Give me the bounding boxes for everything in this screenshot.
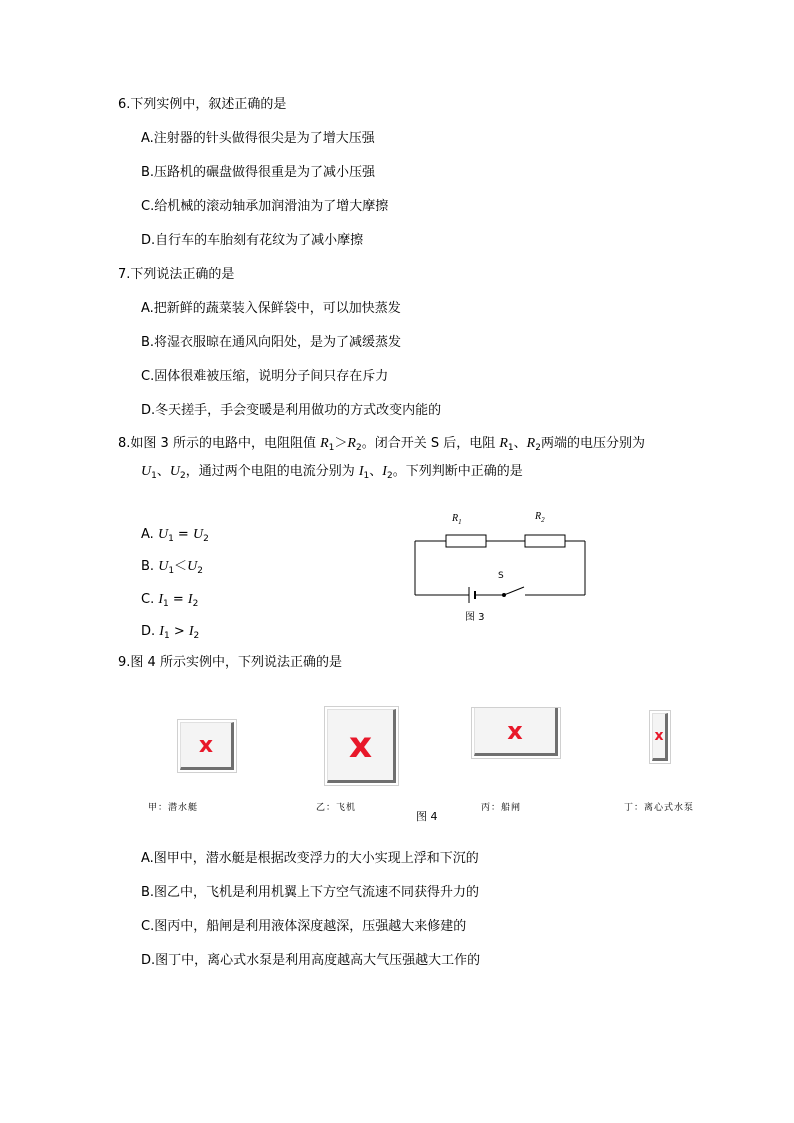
q9-option-a: A.图甲中，潜水艇是根据改变浮力的大小实现上浮和下沉的 bbox=[141, 851, 479, 866]
label-switch: S bbox=[498, 571, 504, 581]
resistor-r1 bbox=[446, 535, 486, 547]
q8-option-b: B. $U_1<U_2$ bbox=[141, 559, 203, 576]
label-r2: $R_2$ bbox=[535, 511, 545, 524]
q6-option-c: C.给机械的滚动轴承加润滑油为了增大摩擦 bbox=[141, 199, 389, 214]
q8-option-a: A. $U_1 = U_2$ bbox=[141, 527, 209, 544]
image-pump-placeholder bbox=[650, 711, 670, 763]
caption-pump: 丁：离心式水泵 bbox=[624, 803, 695, 813]
q9-stem: 9.图 4 所示实例中，下列说法正确的是 bbox=[118, 655, 342, 670]
label-r1: $R_1$ bbox=[452, 513, 462, 526]
image-airplane-placeholder bbox=[325, 707, 398, 785]
q7-option-d: D.冬天搓手，手会变暖是利用做功的方式改变内能的 bbox=[141, 403, 442, 418]
broken-image-icon: x bbox=[474, 708, 558, 756]
q9-option-c: C.图丙中，船闸是利用液体深度越深，压强越大来修建的 bbox=[141, 919, 467, 934]
figure3-caption: 图 3 bbox=[465, 612, 485, 623]
q8-stem-line1: 8.如图 3 所示的电路中，电阻阻值 $R_1>R_2$。闭合开关 S 后，电阻 $R_1$、$R_2$两端的电压分别为 bbox=[118, 436, 645, 453]
q8-stem-line2: $U_1$、$U_2$，通过两个电阻的电流分别为 $I_1$、$I_2$。下列判断中正确的是 bbox=[141, 464, 523, 481]
image-submarine-placeholder bbox=[178, 720, 236, 772]
caption-shiplock: 丙：船闸 bbox=[481, 803, 522, 813]
q6-option-d: D.自行车的车胎刻有花纹为了减小摩擦 bbox=[141, 233, 364, 248]
switch-lever bbox=[504, 587, 524, 595]
caption-airplane: 乙：飞机 bbox=[316, 803, 357, 813]
q7-option-b: B.将湿衣服晾在通风向阳处，是为了减缓蒸发 bbox=[141, 335, 402, 350]
q7-option-a: A.把新鲜的蔬菜装入保鲜袋中，可以加快蒸发 bbox=[141, 301, 401, 316]
resistor-r2 bbox=[525, 535, 565, 547]
broken-image-icon: x bbox=[327, 709, 396, 783]
figure4-caption: 图 4 bbox=[416, 810, 438, 823]
q9-option-d: D.图丁中，离心式水泵是利用高度越高大气压强越大工作的 bbox=[141, 953, 481, 968]
q6-option-a: A.注射器的针头做得很尖是为了增大压强 bbox=[141, 131, 375, 146]
image-shiplock-placeholder bbox=[472, 708, 560, 758]
q8-option-c: C. $I_1 = I_2$ bbox=[141, 592, 199, 609]
q6-option-b: B.压路机的碾盘做得很重是为了减小压强 bbox=[141, 165, 376, 180]
broken-image-icon: x bbox=[652, 713, 668, 761]
q9-option-b: B.图乙中，飞机是利用机翼上下方空气流速不同获得升力的 bbox=[141, 885, 480, 900]
q8-option-d: D. $I_1 > I_2$ bbox=[141, 624, 200, 641]
q7-stem: 7.下列说法正确的是 bbox=[118, 267, 235, 282]
caption-submarine: 甲：潜水艇 bbox=[148, 803, 199, 813]
broken-image-icon: x bbox=[180, 722, 234, 770]
q7-option-c: C.固体很难被压缩，说明分子间只存在斥力 bbox=[141, 369, 389, 384]
q6-stem: 6.下列实例中，叙述正确的是 bbox=[118, 97, 287, 112]
circuit-diagram bbox=[405, 505, 605, 630]
